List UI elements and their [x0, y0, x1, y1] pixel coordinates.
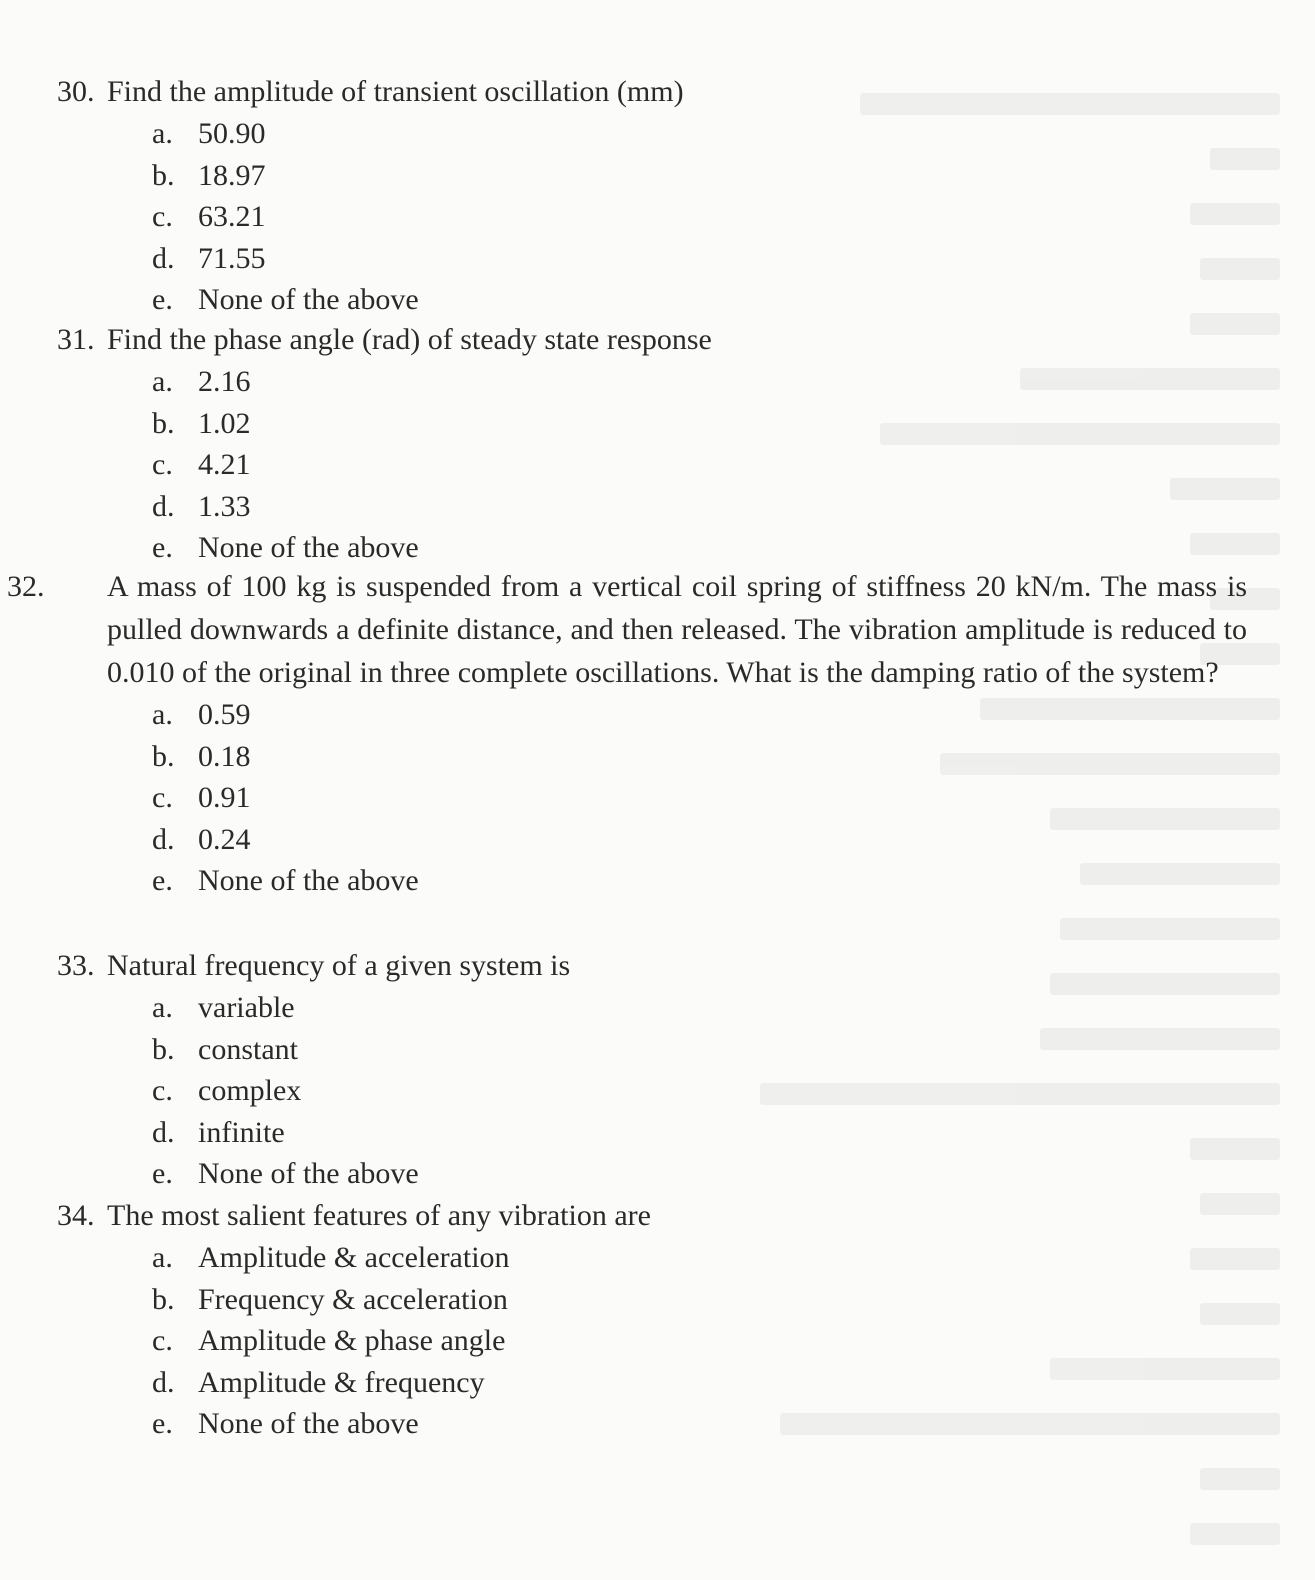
option-d: [152, 1362, 1247, 1404]
option-text: None of the above: [198, 1407, 419, 1440]
option-letter: a.: [152, 365, 173, 398]
option-c: [152, 444, 1247, 486]
answer-options: [57, 113, 1247, 321]
option-a: [152, 361, 1247, 403]
option-letter: b.: [152, 1282, 175, 1316]
option-letter: e.: [152, 531, 173, 564]
option-letter: e.: [152, 864, 173, 897]
question-33: [57, 944, 1247, 1195]
option-text: Amplitude & acceleration: [198, 1241, 510, 1274]
option-c: [152, 1320, 1247, 1362]
question-stem: [7, 565, 1247, 694]
option-text: Amplitude & frequency: [198, 1365, 485, 1399]
question-number: 31.: [57, 323, 95, 356]
option-text: constant: [198, 1032, 298, 1066]
question-stem: [57, 70, 1247, 113]
question-stem: [57, 1194, 1247, 1237]
option-a: [152, 113, 1247, 155]
option-a: [152, 987, 1247, 1029]
option-d: [152, 819, 1247, 861]
option-letter: b.: [152, 739, 175, 773]
option-letter: e.: [152, 1157, 173, 1190]
option-text: None of the above: [198, 531, 419, 564]
answer-options: [57, 1237, 1247, 1445]
question-text: Find the phase angle (rad) of steady state response: [107, 323, 712, 356]
option-text: 2.16: [198, 365, 251, 398]
question-number: 30.: [57, 75, 95, 108]
option-text: None of the above: [198, 1157, 419, 1190]
option-text: 1.33: [198, 489, 251, 523]
option-b: [152, 736, 1247, 778]
option-c: [152, 777, 1247, 819]
option-text: 18.97: [198, 158, 266, 192]
question-32: [7, 565, 1247, 902]
option-text: Amplitude & phase angle: [198, 1324, 506, 1357]
question-30: [57, 70, 1247, 321]
option-letter: d.: [152, 241, 175, 275]
option-letter: d.: [152, 822, 175, 856]
question-number: 33.: [57, 949, 95, 982]
option-letter: b.: [152, 158, 175, 192]
answer-options: [57, 361, 1247, 569]
option-b: [152, 1279, 1247, 1321]
option-e: [152, 860, 1247, 902]
option-text: 71.55: [198, 241, 266, 275]
option-letter: c.: [152, 781, 173, 814]
option-letter: c.: [152, 200, 173, 233]
option-text: 0.18: [198, 739, 251, 773]
option-a: [152, 694, 1247, 736]
option-letter: b.: [152, 1032, 175, 1066]
option-letter: e.: [152, 1407, 173, 1440]
option-a: [152, 1237, 1247, 1279]
question-text: Natural frequency of a given system is: [107, 949, 571, 982]
option-letter: c.: [152, 1324, 173, 1357]
option-text: complex: [198, 1074, 302, 1107]
option-letter: e.: [152, 283, 173, 316]
question-34: [57, 1194, 1247, 1445]
option-text: Frequency & acceleration: [198, 1282, 508, 1316]
option-text: 1.02: [198, 406, 251, 440]
question-31: [57, 318, 1247, 569]
option-text: None of the above: [198, 864, 419, 897]
question-text: A mass of 100 kg is suspended from a vertical coil spring of stiffness 20 kN/m. The mass is pulled downwards a definite distance, and then released. The vibration amplitude is reduced to 0.010 of the original in three complete oscillations. What is the damping ratio of the system?: [107, 570, 1247, 689]
option-e: [152, 1403, 1247, 1445]
answer-options: [57, 694, 1247, 902]
option-text: 0.24: [198, 822, 251, 856]
question-text: Find the amplitude of transient oscillation (mm): [107, 75, 684, 108]
option-letter: a.: [152, 991, 173, 1024]
option-text: 0.59: [198, 698, 251, 731]
question-text: The most salient features of any vibration are: [107, 1199, 651, 1232]
option-letter: b.: [152, 406, 175, 440]
option-c: [152, 196, 1247, 238]
option-text: variable: [198, 991, 295, 1024]
option-text: infinite: [198, 1115, 285, 1149]
option-letter: d.: [152, 489, 175, 523]
option-d: [152, 238, 1247, 280]
option-letter: d.: [152, 1365, 175, 1399]
option-letter: c.: [152, 1074, 173, 1107]
option-b: [152, 155, 1247, 197]
option-text: 0.91: [198, 781, 251, 814]
option-text: 63.21: [198, 200, 266, 233]
question-number: 32.: [7, 570, 45, 603]
option-letter: a.: [152, 1241, 173, 1274]
option-text: None of the above: [198, 283, 419, 316]
question-number: 34.: [57, 1199, 95, 1232]
option-b: [152, 403, 1247, 445]
option-e: [152, 527, 1247, 569]
question-stem: [57, 318, 1247, 361]
option-text: 4.21: [198, 448, 251, 481]
option-text: 50.90: [198, 117, 266, 150]
option-e: [152, 1153, 1247, 1195]
answer-options: [57, 987, 1247, 1195]
option-letter: d.: [152, 1115, 175, 1149]
option-letter: c.: [152, 448, 173, 481]
option-e: [152, 279, 1247, 321]
option-d: [152, 486, 1247, 528]
question-stem: [57, 944, 1247, 987]
option-letter: a.: [152, 117, 173, 150]
option-c: [152, 1070, 1247, 1112]
option-b: [152, 1029, 1247, 1071]
option-letter: a.: [152, 698, 173, 731]
option-d: [152, 1112, 1247, 1154]
